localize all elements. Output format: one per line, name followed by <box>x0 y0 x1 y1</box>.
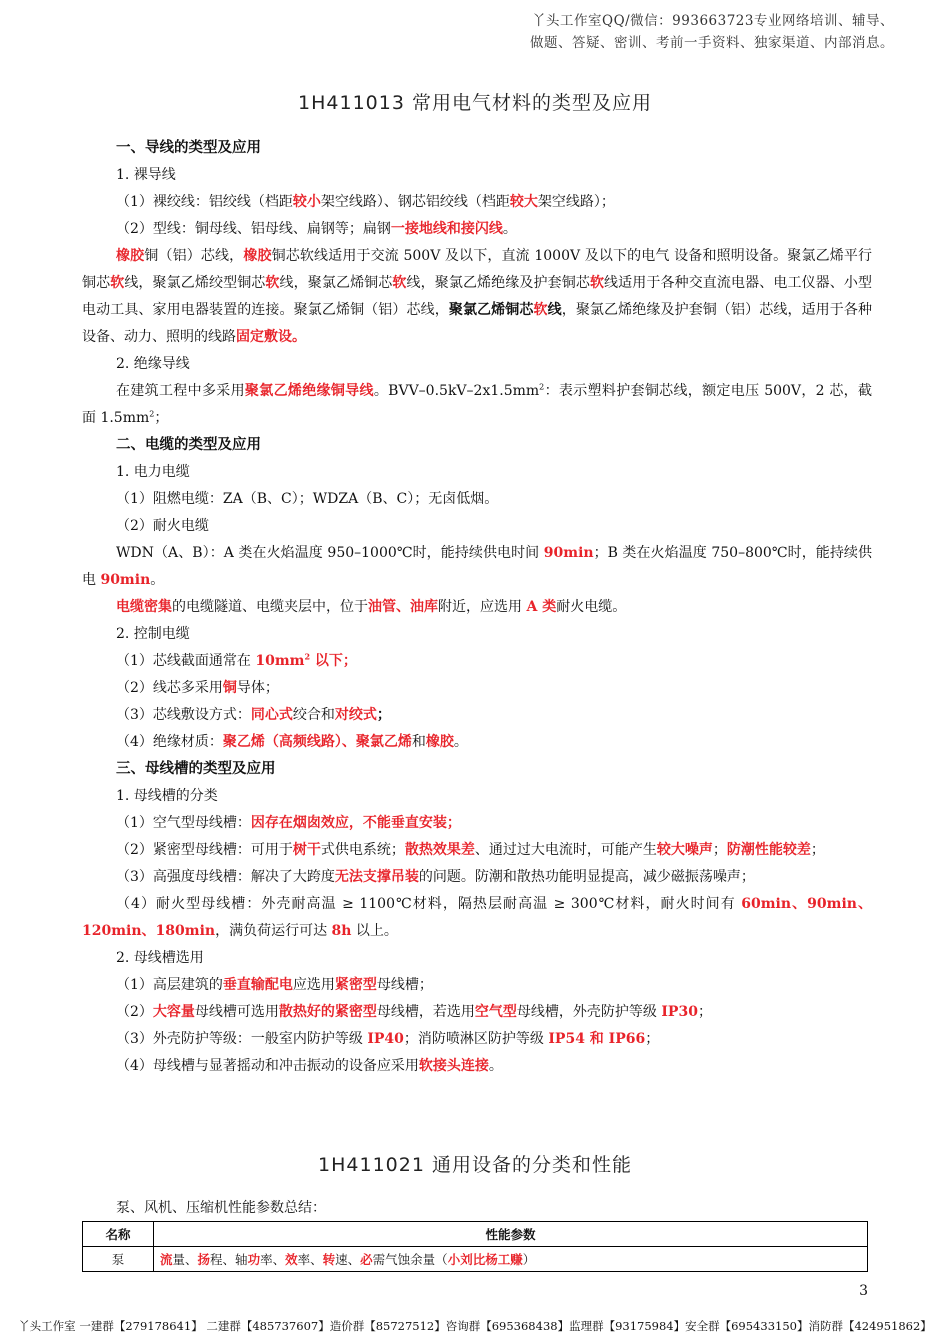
control-cable-item-4: （4）绝缘材质：聚乙烯（高频线路）、聚氯乙烯和橡胶。 <box>116 734 468 750</box>
busway-class-title: 1. 母线槽的分类 <box>116 788 218 804</box>
heading-cable: 二、电缆的类型及应用 <box>116 437 261 453</box>
power-cable-title: 1. 电力电缆 <box>116 464 190 480</box>
fire-resistant-cable-title: （2）耐火电缆 <box>116 518 209 534</box>
busway-selection-4: （4）母线槽与显著摇动和冲击振动的设备应采用软接头连接。 <box>116 1058 503 1074</box>
busway-selection-1: （1）高层建筑的垂直输配电应选用紧密型母线槽； <box>116 977 433 993</box>
busway-item-1: （1）空气型母线槽：因存在烟囱效应，不能垂直安装； <box>116 815 461 831</box>
performance-intro: 泵、风机、压缩机性能参数总结： <box>116 1200 326 1216</box>
bare-wire-item-2: （2）型线：铜母线、铝母线、扁钢等；扁钢一接地线和接闪线。 <box>116 221 517 237</box>
header-note <box>530 10 894 54</box>
insulated-wire-paragraph: 在建筑工程中多采用聚氯乙烯绝缘铜导线。BVV–$0.5kV-2x1.5mm^2$：表示塑料护套铜芯线，额定电压 500V，2 芯，截面 $1.5mm^2$； <box>82 382 873 426</box>
header-line-1: 丫头工作室QQ/微信：993663723专业网络培训、辅导、 <box>532 13 894 29</box>
busway-selection-2: （2）大容量母线槽可选用散热好的紧密型母线槽，若选用空气型母线槽，外壳防护等级 IP30； <box>116 1004 712 1020</box>
wdn-paragraph: WDN（A、B）：A 类在火焰温度 950–1000℃时，能持续供电时间 90min；B 类在火焰温度 750–800℃时，能持续供电 90min。 <box>82 545 873 588</box>
rubber-wire-paragraph: 橡胶铜（铝）芯线，橡胶铜芯软线适用于交流 500V 及以下，直流 1000V 及以下的电气 设备和照明设备。聚氯乙烯平行铜芯软线，聚氯乙烯绞型铜芯软线，聚氯乙烯铜芯软线，聚氯乙烯绝缘及护套铜芯软线适用于各种交直流电器、电工仪器、小型电动工具、家用电器装置的连接。聚氯乙烯铜（铝）芯线，聚氯乙烯铜芯软线，聚氯乙烯绝缘及护套铜（铝）芯线，适用于各种设备、动力、照明的线路固定敷设。 <box>82 248 873 345</box>
page-number: 3 <box>859 1283 868 1299</box>
dense-cable-paragraph: 电缆密集的电缆隧道、电缆夹层中，位于油管、油库附近，应选用 A 类耐火电缆。 <box>116 599 627 615</box>
busway-selection-3: （3）外壳防护等级：一般室内防护等级 IP40；消防喷淋区防护等级 IP54 和 IP66； <box>116 1031 660 1047</box>
control-cable-item-2: （2）线芯多采用铜导体； <box>116 680 279 696</box>
header-line-2: 做题、答疑、密训、考前一手资料、独家渠道、内部消息。 <box>530 35 894 51</box>
heading-wire: 一、导线的类型及应用 <box>116 140 261 156</box>
flame-retardant-cable: （1）阻燃电缆：ZA（B、C）；WDZA（B、C）；无卤低烟。 <box>116 491 499 507</box>
section-1-body <box>82 135 872 1080</box>
section-title-1: 1H411013 常用电气材料的类型及应用 <box>298 92 652 114</box>
busway-item-2: （2）紧密型母线槽：可用于树干式供电系统；散热效果差、通过过大电流时，可能产生较大噪声；防潮性能较差； <box>116 842 825 858</box>
control-cable-item-1: （1）芯线截面通常在 $10mm^2$ 以下； <box>116 651 357 669</box>
control-cable-title: 2. 控制电缆 <box>116 626 190 642</box>
heading-busway: 三、母线槽的类型及应用 <box>116 761 276 777</box>
col-name-header: 名称 <box>83 1222 154 1247</box>
busway-item-4: （4）耐火型母线槽：外壳耐高温 ≥ 1100℃材料，隔热层耐高温 ≥ 300℃材料，耐火时间有 60min、90min、120min、180min，满负荷运行可达 8h 以上。 <box>82 896 872 939</box>
col-param-header: 性能参数 <box>154 1222 868 1247</box>
busway-item-3: （3）高强度母线槽：解决了大跨度无法支撑吊装的问题。防潮和散热功能明显提高，减少磁振荡噪声； <box>116 869 755 885</box>
bare-wire-item-1: （1）裸绞线：铝绞线（档距较小架空线路）、钢芯铝绞线（档距较大架空线路）； <box>116 194 615 210</box>
control-cable-item-3: （3）芯线敷设方式：同心式绞合和对绞式； <box>116 707 391 723</box>
performance-table <box>82 1221 868 1272</box>
table-header-row <box>83 1222 868 1247</box>
footer-contact-line: 丫头工作室 一建群【279178641】 二建群【485737607】造价群【85727512】咨询群【695368438】监理群【93175984】安全群【695433150】消防群【424951862】 <box>18 1319 932 1333</box>
busway-selection-title: 2. 母线槽选用 <box>116 950 204 966</box>
table-row <box>83 1247 868 1272</box>
row-name-cell: 泵 <box>83 1247 154 1272</box>
section-title-2: 1H411021 通用设备的分类和性能 <box>318 1154 632 1176</box>
bare-wire-title: 1. 裸导线 <box>116 167 176 183</box>
row-param-cell: 流量、扬程、轴功率、效率、转速、必需气蚀余量（小刘比杨工赚） <box>154 1247 868 1272</box>
insulated-wire-title: 2. 绝缘导线 <box>116 356 190 372</box>
